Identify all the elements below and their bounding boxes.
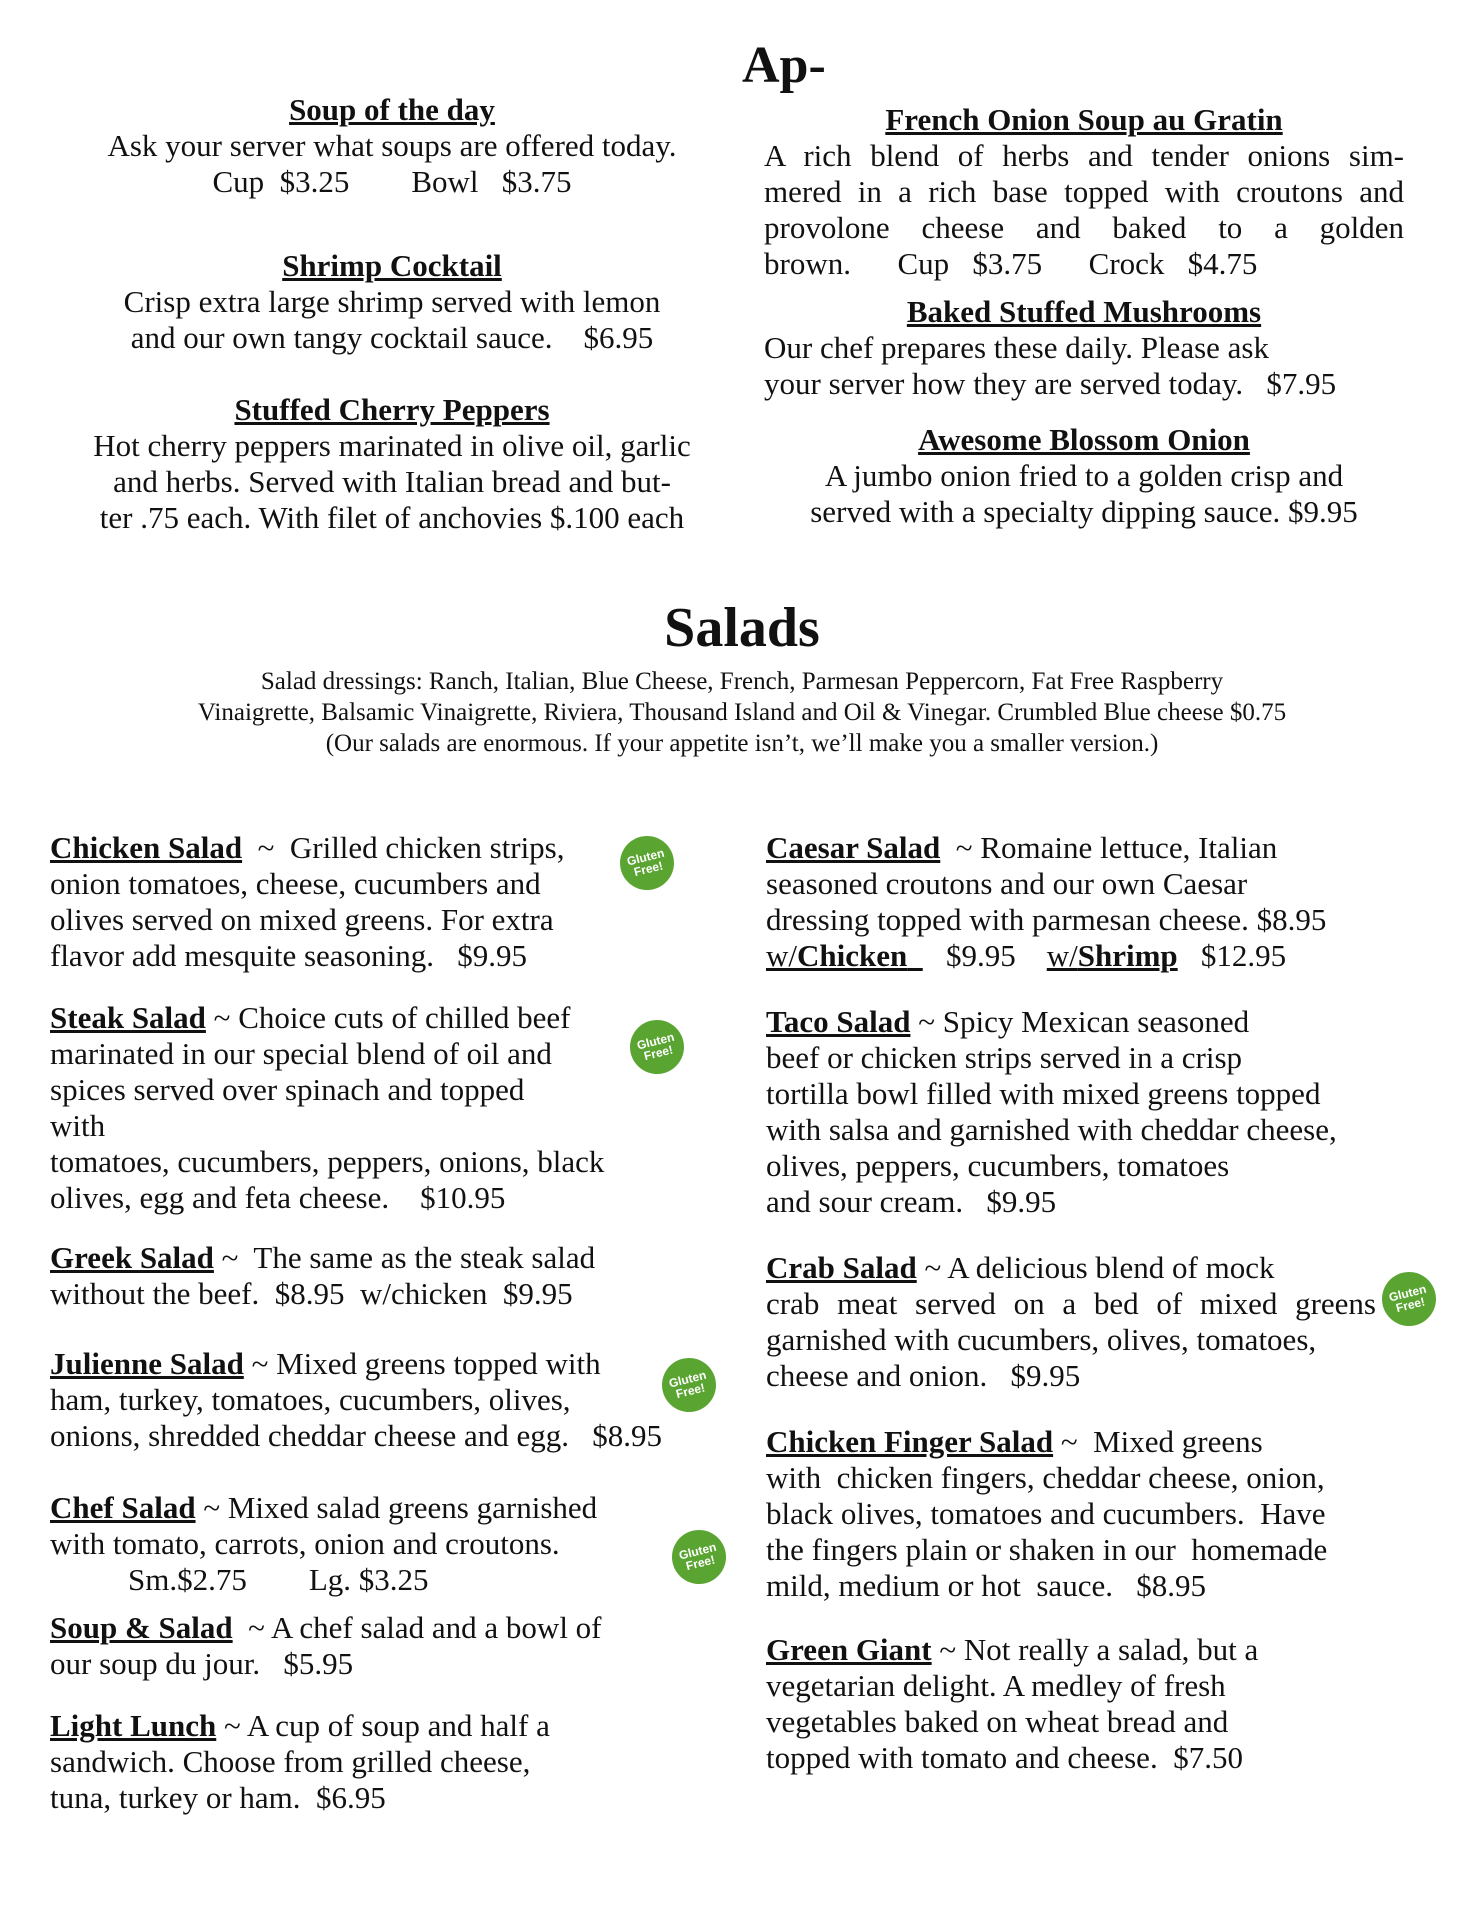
- salad-chicken: [50, 830, 650, 974]
- salad-desc: ~ Choice cuts of chilled beef: [205, 1000, 571, 1035]
- salad-line: with: [50, 1108, 106, 1143]
- app-awesome-blossom-onion: [764, 422, 1404, 530]
- salad-greek: [50, 1240, 650, 1312]
- salad-desc: ~ A cup of soup and half a: [216, 1708, 550, 1743]
- salad-caesar: [766, 830, 1406, 974]
- salad-desc: ~ Grilled chicken strips,: [242, 830, 565, 865]
- salad-name: Light Lunch: [50, 1708, 217, 1743]
- gluten-free-badge: Gluten Free!: [666, 1524, 731, 1589]
- salad-line: ham, turkey, tomatoes, cucumbers, olives,: [50, 1382, 571, 1417]
- app-soup-of-day: [52, 92, 732, 200]
- salad-line: our soup du jour. $5.95: [50, 1646, 354, 1681]
- app-french-onion-soup: [764, 102, 1404, 282]
- salad-desc: ~ A chef salad and a bowl of: [232, 1610, 602, 1645]
- salad-chicken-finger: [766, 1424, 1426, 1604]
- salad-line: onion tomatoes, cheese, cucumbers and: [50, 866, 541, 901]
- salad-line: olives served on mixed greens. For extra: [50, 902, 554, 937]
- salad-line: olives, egg and feta cheese. $10.95: [50, 1180, 506, 1215]
- item-title: Soup of the day: [289, 92, 495, 127]
- salad-desc: ~ Mixed salad greens garnished: [195, 1490, 598, 1525]
- salad-name: Taco Salad: [766, 1004, 911, 1039]
- salad-line: spices served over spinach and topped: [50, 1072, 525, 1107]
- item-line: Hot cherry peppers marinated in olive oil, garlic: [93, 428, 691, 463]
- salad-green-giant: [766, 1632, 1406, 1776]
- gluten-free-badge: Gluten Free!: [614, 830, 679, 895]
- salad-desc: ~ Mixed greens topped with: [243, 1346, 601, 1381]
- app-stuffed-cherry-peppers: [52, 392, 732, 536]
- app-baked-stuffed-mushrooms: [764, 294, 1404, 402]
- item-title: Baked Stuffed Mushrooms: [906, 294, 1262, 329]
- appetizers-heading: Ap-: [742, 37, 826, 94]
- salad-line: tomatoes, cucumbers, peppers, onions, black: [50, 1144, 605, 1179]
- salad-name: Crab Salad: [766, 1250, 917, 1285]
- salad-name: Julienne Salad: [50, 1346, 244, 1381]
- salad-name: Soup & Salad: [50, 1610, 233, 1645]
- dressing-line: Salad dressings: Ranch, Italian, Blue Cheese, French, Parmesan Peppercorn, Fat Free Raspberry: [260, 668, 1224, 695]
- gluten-free-badge: Gluten Free!: [1376, 1266, 1441, 1331]
- salad-desc: ~ Spicy Mexican seasoned: [910, 1004, 1250, 1039]
- caesar-extras: w/Chicken $9.95 w/Shrimp $12.95: [766, 938, 1287, 973]
- item-title: Stuffed Cherry Peppers: [234, 392, 550, 427]
- salad-taco: [766, 1004, 1426, 1220]
- salad-name: Caesar Salad: [766, 830, 941, 865]
- app-shrimp-cocktail: [52, 248, 732, 356]
- salad-crab: [766, 1250, 1376, 1394]
- item-line: Cup $3.25 Bowl $3.75: [212, 164, 572, 199]
- salad-dressings-note: [40, 666, 1444, 759]
- salad-line: with tomato, carrots, onion and croutons.: [50, 1526, 560, 1561]
- salad-line: flavor add mesquite seasoning. $9.95: [50, 938, 527, 973]
- salad-light-lunch: [50, 1708, 650, 1816]
- item-line: Crisp extra large shrimp served with lemon: [123, 284, 661, 319]
- salad-line: garnished with cucumbers, olives, tomatoes,: [766, 1322, 1317, 1357]
- salad-line: topped with tomato and cheese. $7.50: [766, 1740, 1243, 1775]
- item-line: A jumbo onion fried to a golden crisp and: [824, 458, 1344, 493]
- item-title: French Onion Soup au Gratin: [885, 102, 1283, 137]
- salad-name: Chicken Salad: [50, 830, 243, 865]
- salad-desc: ~ Romaine lettuce, Italian: [940, 830, 1278, 865]
- salad-line: and sour cream. $9.95: [766, 1184, 1057, 1219]
- item-line: brown. Cup $3.75 Crock $4.75: [764, 246, 1258, 281]
- salad-line: mild, medium or hot sauce. $8.95: [766, 1568, 1206, 1603]
- item-line: A rich blend of herbs and tender onions sim-: [764, 138, 1404, 173]
- salad-line: olives, peppers, cucumbers, tomatoes: [766, 1148, 1230, 1183]
- salad-name: Chef Salad: [50, 1490, 196, 1525]
- item-line: and herbs. Served with Italian bread and but-: [113, 464, 671, 499]
- salad-steak: [50, 1000, 650, 1216]
- salad-name: Steak Salad: [50, 1000, 206, 1035]
- salad-julienne: [50, 1346, 730, 1454]
- salad-line: marinated in our special blend of oil and: [50, 1036, 552, 1071]
- dressing-line: (Our salads are enormous. If your appetite isn’t, we’ll make you a smaller version.): [325, 730, 1159, 757]
- item-line: served with a specialty dipping sauce. $9.95: [810, 494, 1358, 529]
- gluten-free-badge: Gluten Free!: [624, 1014, 689, 1079]
- salad-line: with chicken fingers, cheddar cheese, onion,: [766, 1460, 1325, 1495]
- salad-line: vegetarian delight. A medley of fresh: [766, 1668, 1226, 1703]
- salad-line: with salsa and garnished with cheddar cheese,: [766, 1112, 1337, 1147]
- salad-desc: ~ Not really a salad, but a: [931, 1632, 1259, 1667]
- salad-line: Sm.$2.75 Lg. $3.25: [128, 1562, 429, 1597]
- salad-line: cheese and onion. $9.95: [766, 1358, 1081, 1393]
- salad-line: tuna, turkey or ham. $6.95: [50, 1780, 386, 1815]
- salad-name: Green Giant: [766, 1632, 932, 1667]
- salad-line: seasoned croutons and our own Caesar: [766, 866, 1248, 901]
- item-line: ter .75 each. With filet of anchovies $.100 each: [99, 500, 685, 535]
- dressing-line: Vinaigrette, Balsamic Vinaigrette, Riviera, Thousand Island and Oil & Vinegar. Crumbled Blue cheese $0.75: [197, 699, 1287, 726]
- item-title: Awesome Blossom Onion: [918, 422, 1250, 457]
- salad-desc: ~ Mixed greens: [1053, 1424, 1263, 1459]
- salad-line: sandwich. Choose from grilled cheese,: [50, 1744, 531, 1779]
- item-line: your server how they are served today. $7.95: [764, 366, 1337, 401]
- salad-line: onions, shredded cheddar cheese and egg. $8.95: [50, 1418, 663, 1453]
- item-title: Shrimp Cocktail: [282, 248, 502, 283]
- item-line: provolone cheese and baked to a golden: [764, 210, 1404, 245]
- salad-line: tortilla bowl filled with mixed greens topped: [766, 1076, 1321, 1111]
- salad-line: dressing topped with parmesan cheese. $8.95: [766, 902, 1327, 937]
- salad-chef: [50, 1490, 650, 1598]
- item-line: Our chef prepares these daily. Please ask: [764, 330, 1269, 365]
- item-line: Ask your server what soups are offered today.: [107, 128, 677, 163]
- salad-name: Greek Salad: [50, 1240, 214, 1275]
- item-line: and our own tangy cocktail sauce. $6.95: [130, 320, 654, 355]
- salad-name: Chicken Finger Salad: [766, 1424, 1054, 1459]
- salad-line: black olives, tomatoes and cucumbers. Have: [766, 1496, 1326, 1531]
- salad-desc: ~ A delicious blend of mock: [916, 1250, 1275, 1285]
- salad-line: the fingers plain or shaken in our homemade: [766, 1532, 1328, 1567]
- gluten-free-badge: Gluten Free!: [656, 1352, 721, 1417]
- salad-line: beef or chicken strips served in a crisp: [766, 1040, 1243, 1075]
- item-line: mered in a rich base topped with croutons and: [764, 174, 1404, 209]
- salad-line: vegetables baked on wheat bread and: [766, 1704, 1229, 1739]
- salads-heading: Salads: [664, 597, 820, 659]
- salad-soup-and-salad: [50, 1610, 690, 1682]
- salad-line: crab meat served on a bed of mixed greens: [766, 1286, 1376, 1321]
- salad-desc: ~ The same as the steak salad: [213, 1240, 596, 1275]
- salad-line: without the beef. $8.95 w/chicken $9.95: [50, 1276, 573, 1311]
